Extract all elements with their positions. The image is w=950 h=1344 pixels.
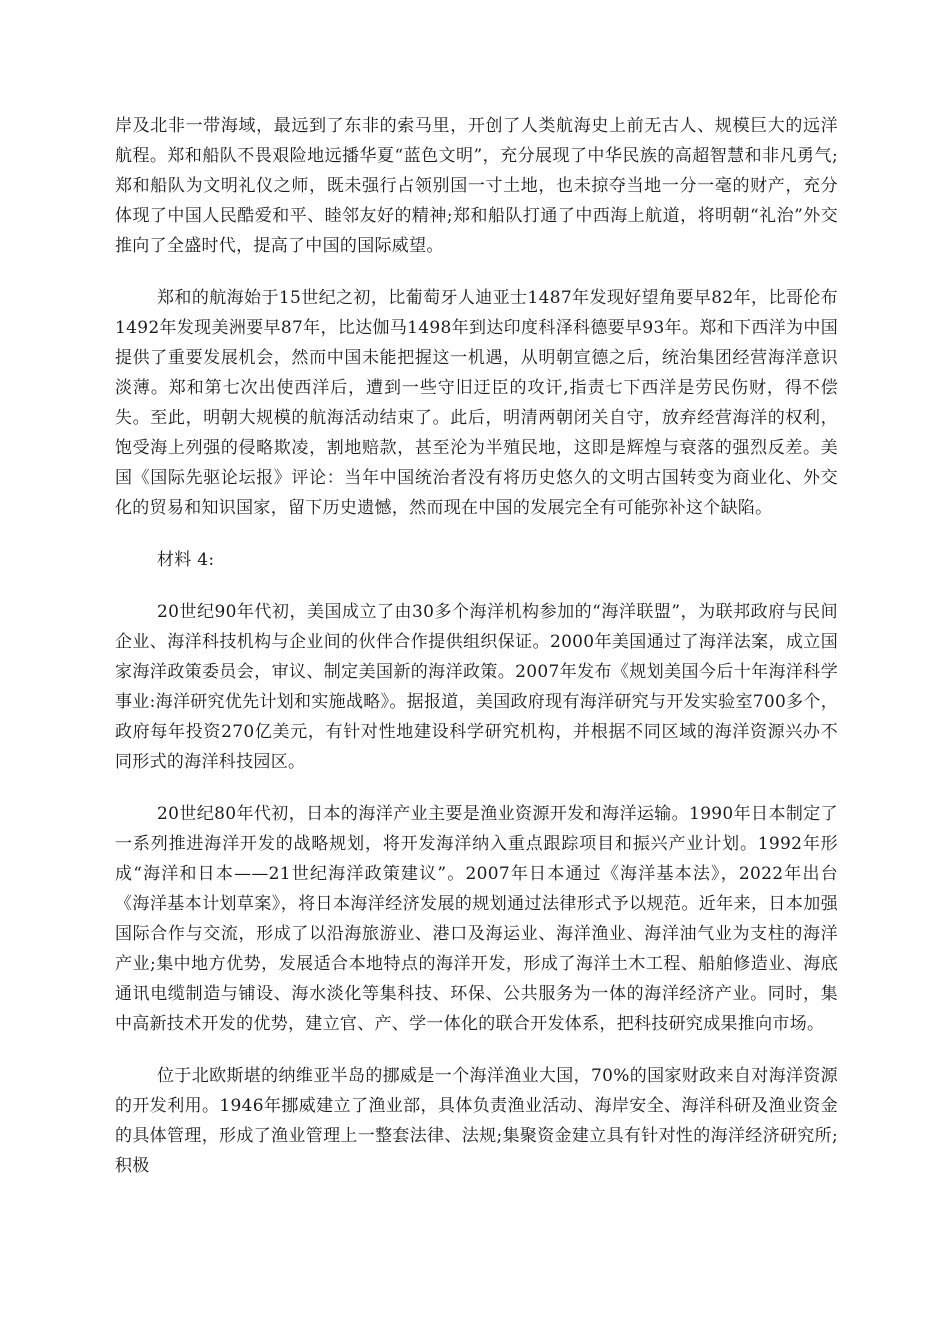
paragraph-norway-ocean: 位于北欧斯堪的纳维亚半岛的挪威是一个海洋渔业大国，70%的国家财政来自对海洋资源的开发利用。1946年挪威建立了渔业部，具体负责渔业活动、海岸安全、海洋科研及渔业资金的具体管理，形成了渔业管理上一整套法律、法规;集聚资金建立具有针对性的海洋经济研究所;积极 xyxy=(115,1066,838,1176)
document-body xyxy=(115,111,838,1203)
paragraph-zhenghe-fleet: 岸及北非一带海域，最远到了东非的索马里，开创了人类航海史上前无古人、规模巨大的远洋航程。郑和船队不畏艰险地远播华夏“蓝色文明”，充分展现了中华民族的高超智慧和非凡勇气;郑和船队为文明礼仪之师，既未强行占领别国一寸土地，也未掠夺当地一分一毫的财产，充分体现了中国人民酷爱和平、睦邻友好的精神;郑和船队打通了中西海上航道，将明朝“礼治”外交推向了全盛时代，提高了中国的国际威望。 xyxy=(115,116,838,256)
paragraph-usa-ocean: 20世纪90年代初，美国成立了由30多个海洋机构参加的“海洋联盟”，为联邦政府与民间企业、海洋科技机构与企业间的伙伴合作提供组织保证。2000年美国通过了海洋法案，成立国家海洋政策委员会，审议、制定美国新的海洋政策。2007年发布《规划美国今后十年海洋科学事业:海洋研究优先计划和实施战略》。据报道，美国政府现有海洋研究与开发实验室700多个，政府每年投资270亿美元，有针对性地建设科学研究机构，并根据不同区域的海洋资源兴办不同形式的海洋科技园区。 xyxy=(115,602,838,772)
paragraph-zhenghe-voyage-history: 郑和的航海始于15世纪之初，比葡萄牙人迪亚士1487年发现好望角要早82年，比哥伦布1492年发现美洲要早87年，比达伽马1498年到达印度科泽科德要早93年。郑和下西洋为中国提供了重要发展机会，然而中国未能把握这一机遇，从明朝宣德之后，统治集团经营海洋意识淡薄。郑和第七次出使西洋后，遭到一些守旧迂臣的攻讦,指责七下西洋是劳民伤财，得不偿失。至此，明朝大规模的航海活动结束了。此后，明清两朝闭关自守，放弃经营海洋的权利，饱受海上列强的侵略欺凌，割地赔款，甚至沦为半殖民地，这即是辉煌与衰落的强烈反差。美国《国际先驱论坛报》评论：当年中国统治者没有将历史悠久的文明古国转变为商业化、外交化的贸易和知识国家，留下历史遗憾，然而现在中国的发展完全有可能弥补这个缺陷。 xyxy=(115,288,838,518)
material-4-label: 材料 4: xyxy=(157,550,215,570)
paragraph-japan-ocean: 20世纪80年代初，日本的海洋产业主要是渔业资源开发和海洋运输。1990年日本制定了一系列推进海洋开发的战略规划，将开发海洋纳入重点跟踪项目和振兴产业计划。1992年形成“海洋和日本——21世纪海洋政策建议”。2007年日本通过《海洋基本法》，2022年出台《海洋基本计划草案》，将日本海洋经济发展的规划通过法律形式予以规范。近年来，日本加强国际合作与交流，形成了以沿海旅游业、港口及海运业、海洋渔业、海洋油气业为支柱的海洋产业;集中地方优势，发展适合本地特点的海洋开发，形成了海洋土木工程、船舶修造业、海底通讯电缆制造与铺设、海水淡化等集科技、环保、公共服务为一体的海洋经济产业。同时，集中高新技术开发的优势，建立官、产、学一体化的联合开发体系，把科技研究成果推向市场。 xyxy=(115,804,838,1034)
